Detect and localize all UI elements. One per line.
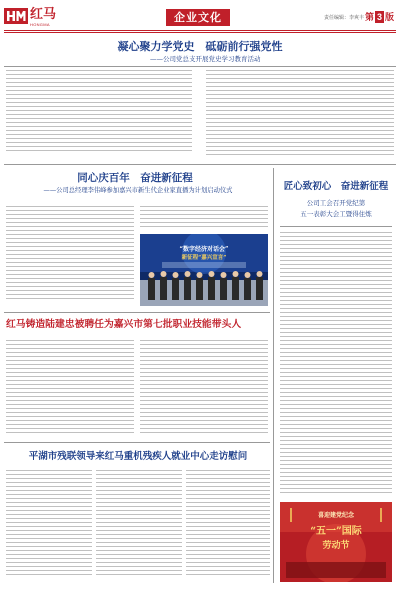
article-3-subtitle-2: 五一表彰大会工暨得住炼 [300, 210, 372, 218]
logo-subtext: HONGMA [30, 22, 50, 27]
article-5-title: 平湖市残联领导来红马重机残疾人就业中心走访慰问 [28, 451, 248, 462]
article-2-title: 同心庆百年 奋进新征程 [77, 172, 193, 184]
article-4-title: 红马铸造陆建忠被聘任为嘉兴市第七批职业技能带头人 [6, 319, 242, 330]
article-3-body [280, 232, 392, 496]
poster-line2: “五一”国际 [310, 526, 362, 537]
article-1-bottom-rule [4, 164, 396, 165]
article-4-body-col2 [140, 340, 268, 436]
article-1-lead-right [206, 70, 394, 84]
poster-line1: 喜迎建党纪念 [317, 512, 354, 519]
page-number [365, 10, 394, 23]
article-2-body-col1 [6, 206, 134, 300]
article-2-photo [140, 234, 268, 306]
article-1-body-right [206, 86, 394, 158]
company-logo-icon [4, 8, 28, 24]
column-divider [273, 168, 274, 583]
article-1-lead [6, 70, 192, 84]
editor-info: 责任编辑：李爽丰 [323, 15, 364, 21]
article-2-subtitle: ——公司总经理李伟峰参加嘉兴市新生代企业家直播为计划启动仪式 [43, 187, 233, 194]
article-1-body-left [6, 86, 192, 152]
page-num-box: 3 [376, 11, 382, 22]
section-banner [166, 9, 230, 26]
article-3-subtitle-1: 公司工会召开党纪第 [306, 199, 366, 207]
article-4-bottom-rule [4, 442, 270, 443]
header-rule-thin [4, 32, 396, 33]
article-5-body-col2 [96, 470, 182, 578]
article-2-body-col2 [140, 206, 268, 230]
logo-text: 红马 [30, 7, 57, 22]
article-3-rule [280, 226, 392, 227]
page-suffix: 版 [384, 12, 394, 22]
article-4-body-col1 [6, 340, 134, 436]
article-1-rule [4, 66, 396, 67]
article-5-body-col3 [186, 470, 270, 578]
article-3-poster [280, 502, 392, 582]
article-2-bottom-rule [4, 312, 270, 313]
article-1-title: 凝心聚力学党史 砥砺前行强党性 [117, 40, 283, 53]
header-rule [4, 30, 396, 31]
poster-line3: 劳动节 [322, 541, 350, 551]
page-prefix: 第 [364, 12, 374, 22]
photo-banner-line2: 新征程“嘉兴宣言” [181, 255, 227, 261]
section-title: 企业文化 [174, 11, 222, 24]
article-1-subtitle: ——公司党总支开展党史学习教育活动 [150, 55, 261, 63]
photo-banner-line1: “数字经济对话会” [179, 246, 229, 253]
article-3-title: 匠心致初心 奋进新征程 [283, 181, 389, 192]
article-5-body-col1 [6, 470, 92, 578]
